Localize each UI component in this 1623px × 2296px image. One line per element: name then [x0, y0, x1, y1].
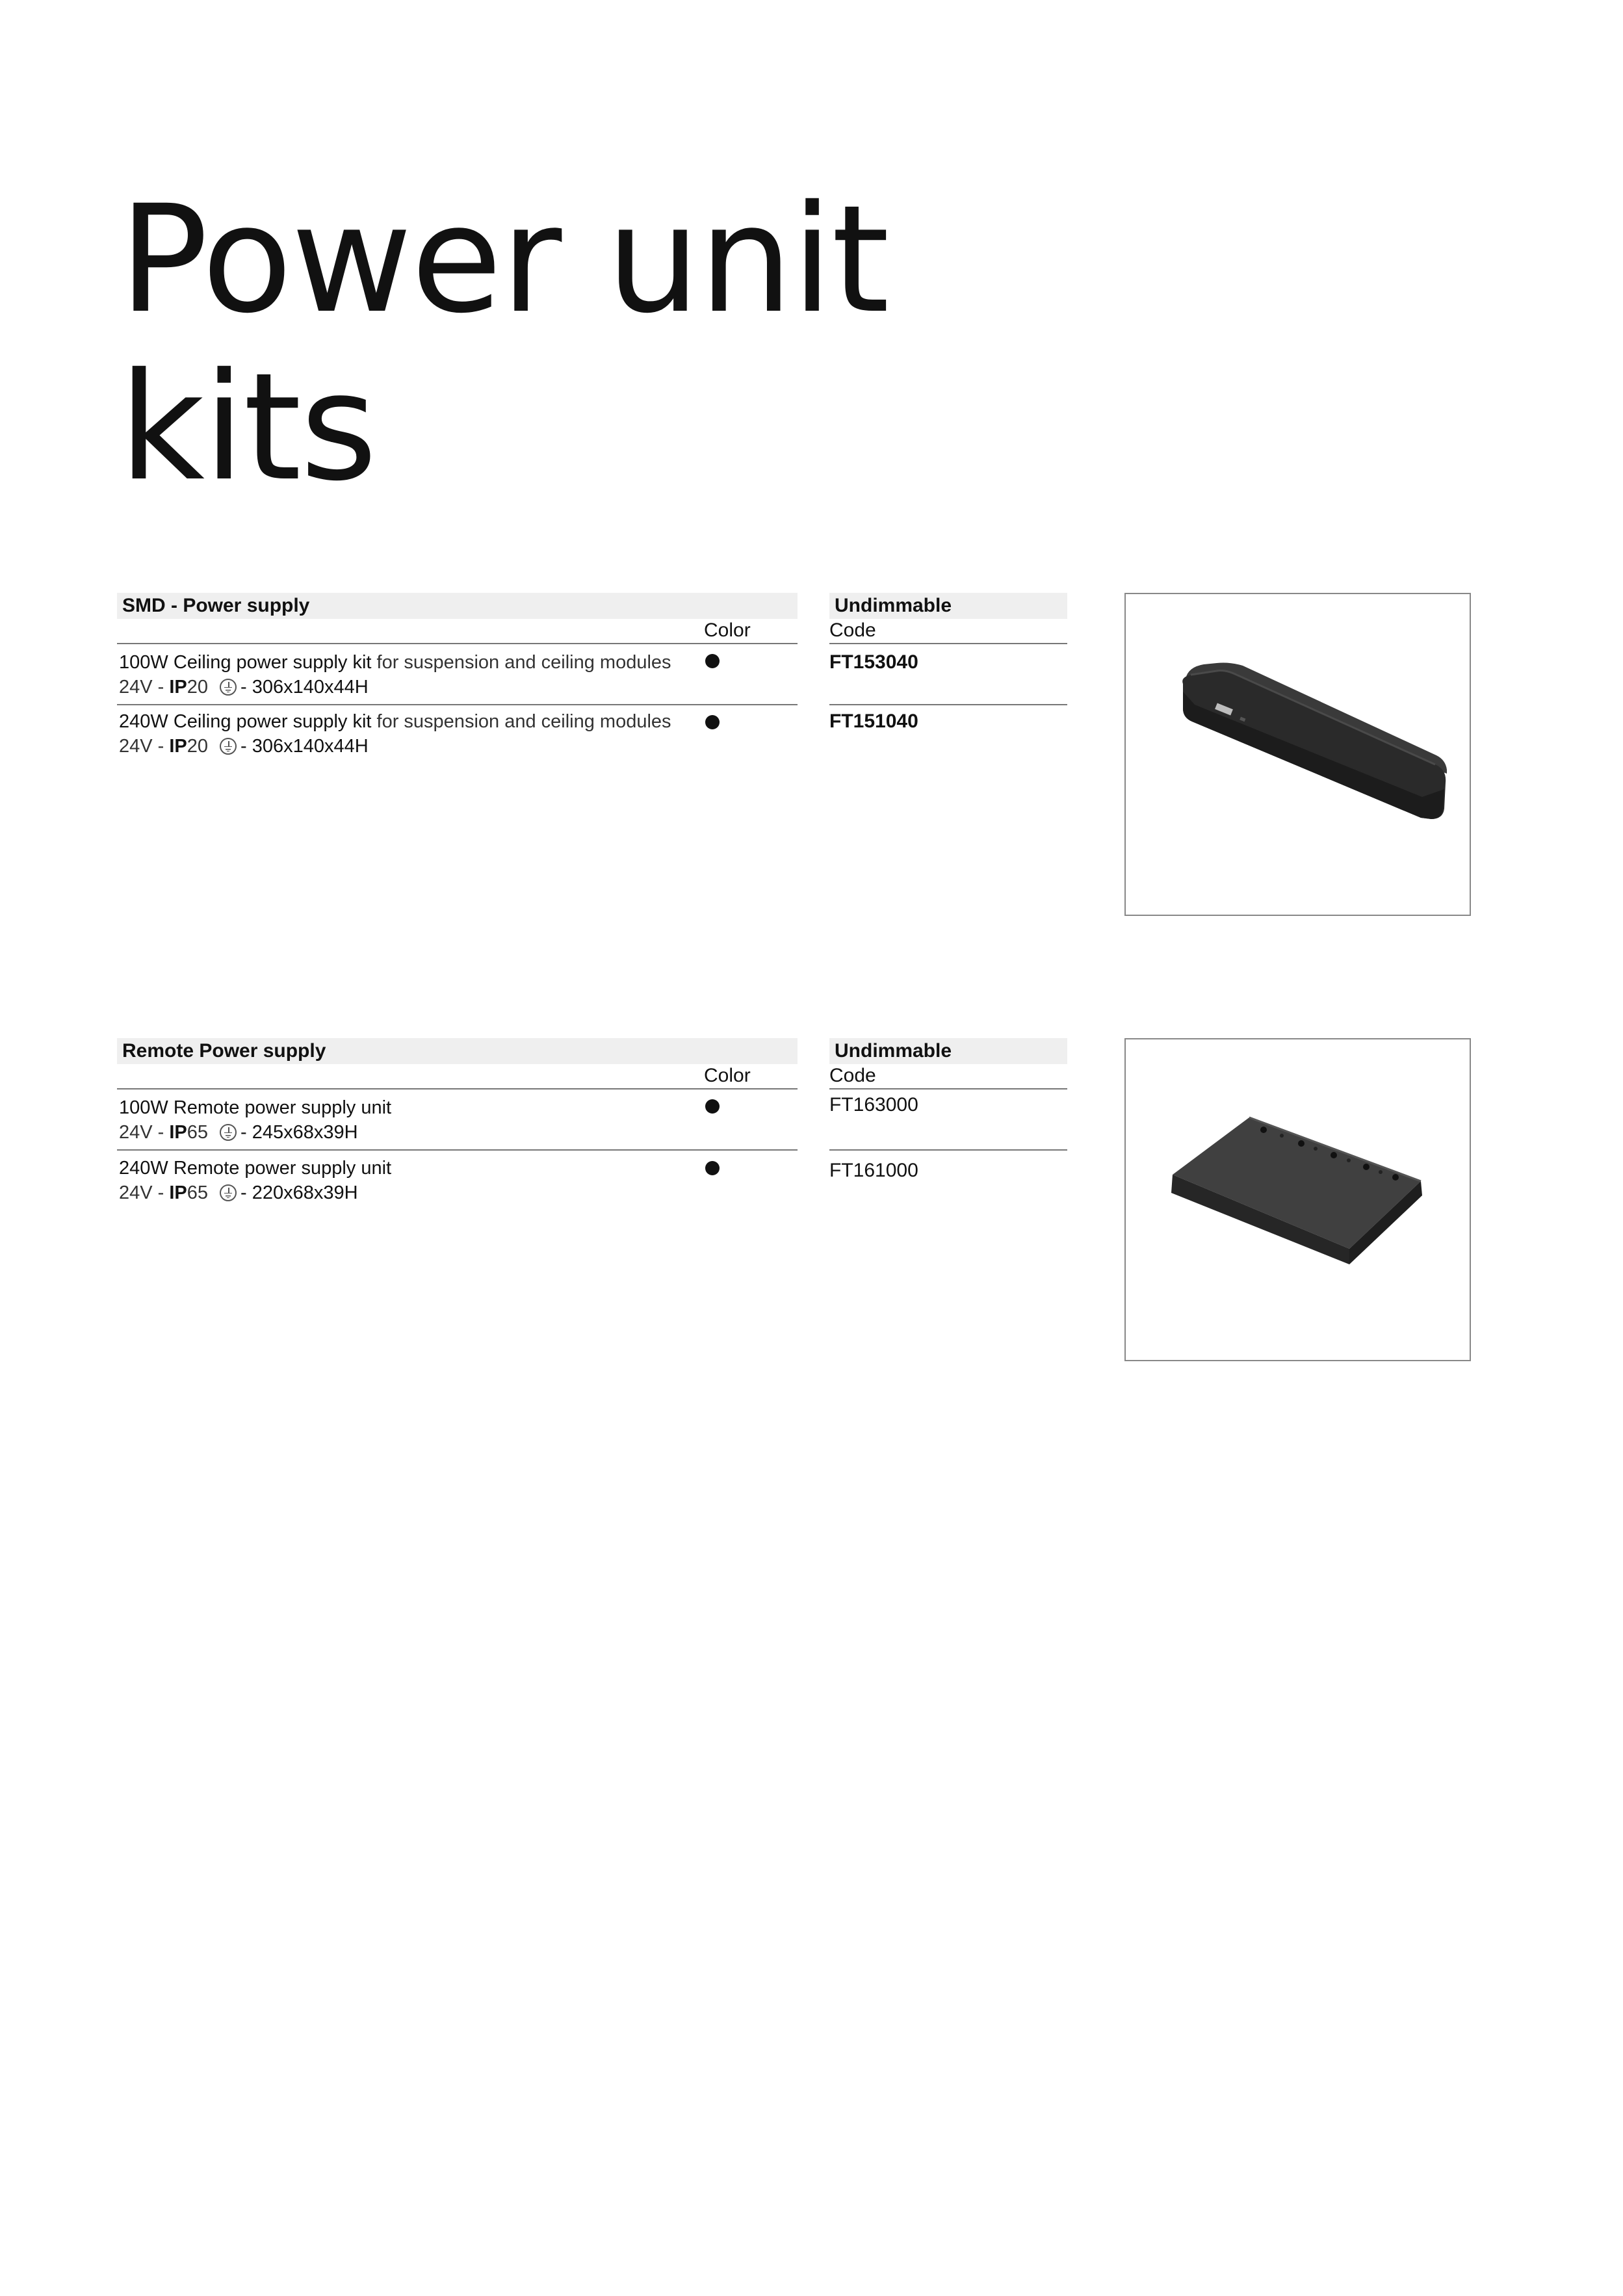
- ground-symbol-icon: [220, 1184, 237, 1201]
- product-name: 100W Remote power supply unit: [119, 1097, 392, 1118]
- product-specs: 24V - IP65 - 245x68x39H: [119, 1122, 358, 1143]
- page-title: [119, 173, 889, 514]
- code-column-label: Code: [829, 620, 876, 641]
- row-divider: [829, 1149, 1067, 1151]
- black-color-dot-icon: [705, 715, 720, 729]
- product-specs: 24V - IP65 - 220x68x39H: [119, 1182, 358, 1203]
- table-rule: [829, 643, 1067, 644]
- remote-power-supply-product-image: [1124, 1038, 1471, 1361]
- row-divider: [117, 704, 798, 705]
- product-specs: 24V - IP20 - 306x140x44H: [119, 677, 369, 698]
- black-color-dot-icon: [705, 654, 720, 668]
- remote-power-supply-icon: [1126, 1039, 1472, 1363]
- undimmable-heading: Undimmable: [829, 593, 1067, 619]
- ceiling-power-supply-icon: [1126, 594, 1472, 917]
- ceiling-power-supply-product-image: [1124, 593, 1471, 916]
- table-rule: [117, 1088, 798, 1089]
- product-code: FT161000: [829, 1160, 918, 1181]
- page-title-line1: Power unit: [119, 173, 889, 346]
- black-color-dot-icon: [705, 1161, 720, 1175]
- table-rule: [117, 643, 798, 644]
- ground-symbol-icon: [220, 1124, 237, 1141]
- undimmable-heading: Undimmable: [829, 1038, 1067, 1064]
- table-rule: [829, 1088, 1067, 1089]
- row-divider: [117, 1149, 798, 1151]
- black-color-dot-icon: [705, 1099, 720, 1114]
- section-heading: Remote Power supply: [117, 1038, 798, 1064]
- product-code: FT153040: [829, 651, 918, 673]
- row-divider: [829, 704, 1067, 705]
- page-title-line2: kits: [119, 341, 376, 514]
- ground-symbol-icon: [220, 738, 237, 755]
- color-column-label: Color: [704, 1065, 751, 1086]
- product-name: 100W Ceiling power supply kit for suspension and ceiling modules: [119, 652, 671, 673]
- section-heading: SMD - Power supply: [117, 593, 798, 619]
- code-column-label: Code: [829, 1065, 876, 1086]
- color-column-label: Color: [704, 620, 751, 641]
- product-code: FT151040: [829, 711, 918, 732]
- product-name: 240W Ceiling power supply kit for suspension and ceiling modules: [119, 711, 671, 732]
- product-specs: 24V - IP20 - 306x140x44H: [119, 736, 369, 757]
- product-name: 240W Remote power supply unit: [119, 1158, 392, 1179]
- product-code: FT163000: [829, 1094, 918, 1115]
- ground-symbol-icon: [220, 679, 237, 696]
